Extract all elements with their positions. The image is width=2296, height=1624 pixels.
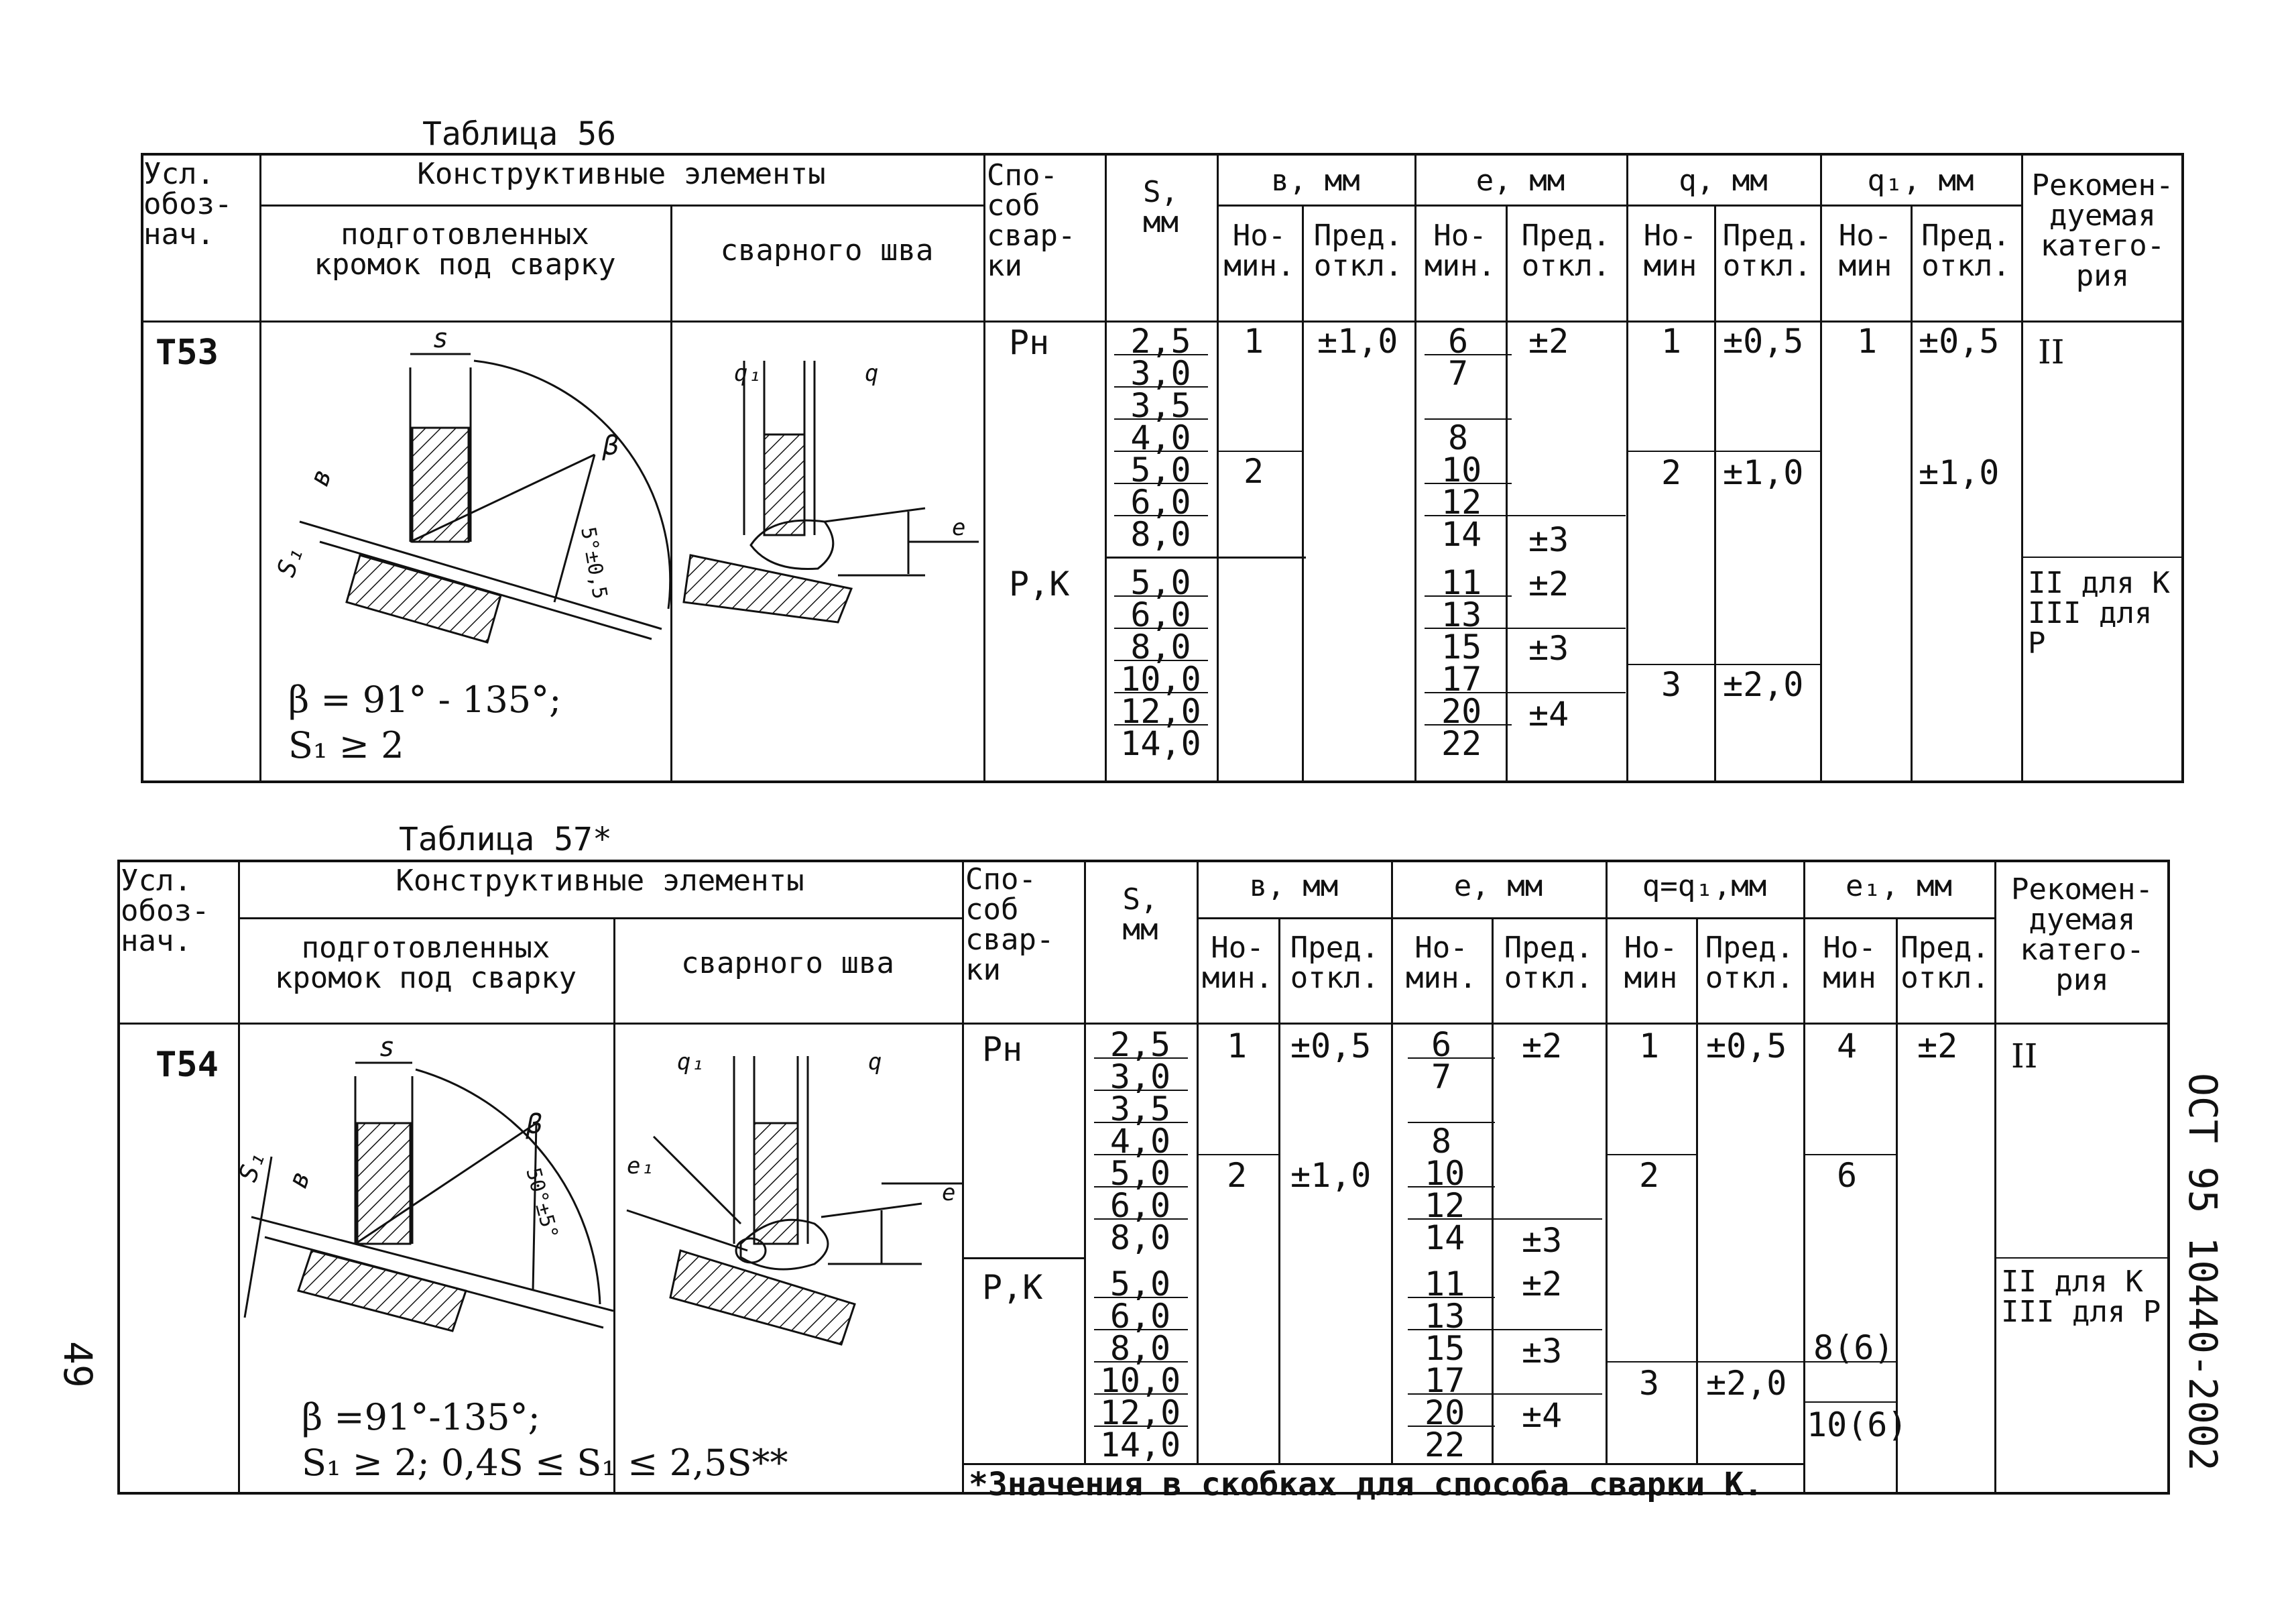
t57-method-rk: Р,К (982, 1268, 1043, 1307)
s-value: 12,0 (1120, 692, 1201, 731)
t57-b-nom-2: 2 (1227, 1156, 1248, 1195)
t56-e-dev-1: ±2 (1528, 322, 1569, 361)
t57-weld-drawing (613, 1023, 962, 1452)
t57-category-1: II (2011, 1037, 2038, 1076)
s-value: 14,0 (1099, 1426, 1181, 1464)
e-value: 10 (1425, 1154, 1465, 1193)
t57-formula: β =91°-135°; S₁ ≥ 2; 0,4S ≤ S₁ ≤ 2,5S** (302, 1396, 788, 1484)
t56-category-2: II для К III для Р (2028, 566, 2170, 660)
t57-b-dev-2: ±1,0 (1290, 1156, 1372, 1195)
s-value: 8,0 (1109, 1329, 1171, 1368)
t56-label-s1: S₁ (271, 542, 310, 581)
e-value: 15 (1425, 1329, 1465, 1368)
t56-header-code: Усл. обоз- нач. (143, 157, 233, 251)
t57-e-dev-4: ±3 (1522, 1332, 1563, 1371)
t57-label-e1: е₁ (627, 1153, 654, 1179)
t57-e1-dev: ±2 (1917, 1027, 1958, 1065)
e-value: 17 (1441, 660, 1482, 699)
e-value: 6 (1431, 1025, 1452, 1064)
e-value: 8 (1431, 1122, 1452, 1161)
e-value: 15 (1441, 628, 1482, 666)
t57-label-beta: β (526, 1109, 543, 1140)
t56-header-s: S, мм (1143, 175, 1179, 239)
t56-header-e-dev: Пред. откл. (1521, 219, 1611, 283)
t57-header-b: в, мм (1249, 869, 1339, 903)
t56-b-nom-2: 2 (1244, 452, 1264, 491)
t56-header-b: в, мм (1271, 164, 1360, 198)
table57-caption: Таблица 57* (399, 821, 612, 858)
t56-header-q-nom: Но- мин (1643, 219, 1697, 283)
t56-header-b-dev: Пред. откл. (1313, 219, 1403, 283)
t56-method-rk: Р,К (1009, 565, 1070, 603)
t56-label-b: в (304, 465, 339, 491)
t57-header-q-nom: Но- мин (1624, 931, 1678, 995)
t57-header-category: Рекомен- дуемая катего- рия (2011, 872, 2153, 997)
e-value: 20 (1441, 692, 1482, 731)
e-value: 13 (1425, 1297, 1465, 1336)
e-value: 7 (1448, 354, 1469, 393)
t57-e-dev-5: ±4 (1522, 1396, 1563, 1435)
t57-label-angle: 50°±5° (521, 1165, 563, 1242)
e-value: 7 (1431, 1057, 1452, 1096)
s-value: 4,0 (1130, 418, 1191, 457)
t57-header-e1-dev: Пред. откл. (1900, 931, 1990, 995)
t56-q-nom-1: 1 (1661, 322, 1682, 361)
t57-header-prep: подготовленных кромок под сварку (274, 931, 577, 995)
e-value: 14 (1441, 515, 1482, 554)
t56-q1-dev-2: ±1,0 (1919, 453, 2000, 492)
e-value: 10 (1441, 451, 1482, 489)
t57-prep-drawing (233, 1023, 613, 1452)
t57-label-q1: q₁ (677, 1049, 705, 1076)
t57-header-elements: Конструктивные элементы (396, 864, 804, 898)
t56-e-dev-4: ±3 (1528, 629, 1569, 668)
s-value: 6,0 (1130, 483, 1191, 522)
t56-header-e: е, мм (1475, 164, 1565, 198)
s-value: 3,0 (1130, 354, 1191, 393)
t56-label-q: q (865, 360, 879, 387)
t56-q-nom-3: 3 (1661, 665, 1682, 704)
s-value: 3,5 (1109, 1090, 1171, 1128)
t56-header-weld: сварного шва (720, 233, 934, 268)
e-value: 8 (1448, 418, 1469, 457)
s-value: 10,0 (1120, 660, 1201, 699)
t56-method-rn: Рн (1009, 323, 1050, 362)
t56-header-q1-nom: Но- мин (1838, 219, 1892, 283)
t57-e-dev-2: ±3 (1522, 1221, 1563, 1260)
t56-header-prep: подготовленных кромок под сварку (314, 217, 616, 282)
t56-header-q1: q₁, мм (1867, 164, 1974, 198)
t57-header-e-nom: Но- мин. (1406, 931, 1477, 995)
s-value: 5,0 (1109, 1154, 1171, 1193)
t56-q1-nom: 1 (1857, 322, 1878, 361)
t56-weld-drawing (670, 321, 983, 783)
t56-code: Т53 (156, 333, 219, 373)
t56-b-nom-1: 1 (1244, 322, 1264, 361)
t56-label-angle: 5°±0,5 (576, 525, 612, 601)
t57-category-2: II для К III для Р (2001, 1265, 2161, 1329)
t57-header-e1-nom: Но- мин (1823, 931, 1876, 995)
doc-code: ОСТ 95 10440-2002 (2180, 1073, 2226, 1471)
t56-label-e: е (952, 514, 966, 541)
t57-header-code: Усл. обоз- нач. (121, 864, 210, 958)
t57-q-nom-1: 1 (1639, 1027, 1660, 1065)
e-value: 6 (1448, 322, 1469, 361)
e-value: 12 (1425, 1186, 1465, 1225)
s-value: 5,0 (1130, 563, 1191, 602)
e-value: 11 (1441, 563, 1482, 602)
t57-label-s1: S₁ (233, 1147, 271, 1186)
e-value: 20 (1425, 1393, 1465, 1432)
t56-label-q1: q₁ (734, 360, 762, 387)
s-value: 3,0 (1109, 1057, 1171, 1096)
t57-e1-nom-3: 8(6) (1813, 1328, 1894, 1367)
s-value: 8,0 (1130, 628, 1191, 666)
t57-e1-nom-4: 10(6) (1807, 1405, 1908, 1444)
t57-label-q: q (868, 1049, 882, 1076)
t57-header-weld: сварного шва (681, 946, 894, 980)
s-value: 14,0 (1120, 724, 1201, 763)
t57-q-nom-2: 2 (1639, 1156, 1660, 1195)
t56-q-dev-3: ±2,0 (1723, 665, 1804, 704)
t56-formula: β = 91° - 135°; S₁ ≥ 2 (288, 679, 562, 766)
t57-header-b-nom: Но- мин. (1202, 931, 1273, 995)
t56-e-dev-2: ±3 (1528, 520, 1569, 559)
s-value: 8,0 (1130, 515, 1191, 554)
s-value: 4,0 (1109, 1122, 1171, 1161)
t56-header-q1-dev: Пред. откл. (1921, 219, 2010, 283)
t56-header-elements: Конструктивные элементы (417, 157, 826, 191)
t57-q-dev-1: ±0,5 (1706, 1027, 1787, 1065)
s-value: 5,0 (1130, 451, 1191, 489)
s-value: 6,0 (1130, 595, 1191, 634)
t57-b-nom-1: 1 (1227, 1027, 1248, 1065)
t57-e-dev-1: ±2 (1522, 1027, 1563, 1065)
s-value: 5,0 (1109, 1265, 1171, 1303)
t57-header-e1: е₁, мм (1846, 869, 1952, 903)
t56-label-beta: β (603, 430, 619, 461)
t57-header-b-dev: Пред. откл. (1290, 931, 1380, 995)
t56-q-nom-2: 2 (1661, 453, 1682, 492)
e-value: 22 (1441, 724, 1482, 763)
t56-header-b-nom: Но- мин. (1223, 219, 1295, 283)
t57-header-e: е, мм (1453, 869, 1543, 903)
t57-b-dev-1: ±0,5 (1290, 1027, 1372, 1065)
t57-e1-nom-2: 6 (1837, 1156, 1858, 1195)
table56-caption: Таблица 56 (422, 115, 616, 153)
e-value: 17 (1425, 1361, 1465, 1400)
s-value: 2,5 (1109, 1025, 1171, 1064)
s-value: 2,5 (1130, 322, 1191, 361)
s-value: 8,0 (1109, 1218, 1171, 1257)
t56-e-dev-5: ±4 (1528, 695, 1569, 734)
t56-header-e-nom: Но- мин. (1425, 219, 1496, 283)
t57-header-e-dev: Пред. откл. (1504, 931, 1593, 995)
t57-q-nom-3: 3 (1639, 1364, 1660, 1403)
s-value: 12,0 (1099, 1393, 1181, 1432)
t57-header-q: q=q₁,мм (1642, 869, 1767, 903)
t57-e1-nom-1: 4 (1837, 1027, 1858, 1065)
t57-header-s: S, мм (1122, 882, 1158, 947)
s-value: 3,5 (1130, 386, 1191, 425)
t57-label-b: в (282, 1167, 317, 1193)
t57-q-dev-2: ±2,0 (1706, 1364, 1787, 1403)
t57-method-rn: Рн (982, 1030, 1023, 1069)
e-value: 13 (1441, 595, 1482, 634)
t56-e-dev-3: ±2 (1528, 565, 1569, 603)
t57-label-s: s (379, 1032, 396, 1063)
t57-header-method: Спо- соб свар- ки (965, 862, 1054, 987)
t56-b-dev: ±1,0 (1317, 322, 1398, 361)
s-value: 6,0 (1109, 1297, 1171, 1336)
s-value: 10,0 (1099, 1361, 1181, 1400)
s-value: 6,0 (1109, 1186, 1171, 1225)
e-value: 12 (1441, 483, 1482, 522)
t56-header-q-dev: Пред. откл. (1722, 219, 1812, 283)
t56-label-s: s (432, 323, 449, 354)
t56-header-q: q, мм (1679, 164, 1768, 198)
e-value: 14 (1425, 1218, 1465, 1257)
t57-e-dev-3: ±2 (1522, 1265, 1563, 1303)
t57-label-e: е (942, 1179, 956, 1206)
t56-header-category: Рекомен- дуемая катего- рия (2031, 168, 2174, 293)
t57-code: Т54 (156, 1045, 219, 1085)
t56-q-dev-1: ±0,5 (1723, 322, 1804, 361)
t57-footnote: *Значения в скобках для способа сварки К. (969, 1466, 1763, 1503)
page-number: 49 (55, 1341, 101, 1388)
t57-header-q-dev: Пред. откл. (1705, 931, 1795, 995)
e-value: 22 (1425, 1426, 1465, 1464)
t56-category-1: II (2038, 333, 2065, 371)
t56-header-method: Спо- соб свар- ки (987, 158, 1076, 283)
e-value: 11 (1425, 1265, 1465, 1303)
t56-q1-dev-1: ±0,5 (1919, 322, 2000, 361)
t56-q-dev-2: ±1,0 (1723, 453, 1804, 492)
